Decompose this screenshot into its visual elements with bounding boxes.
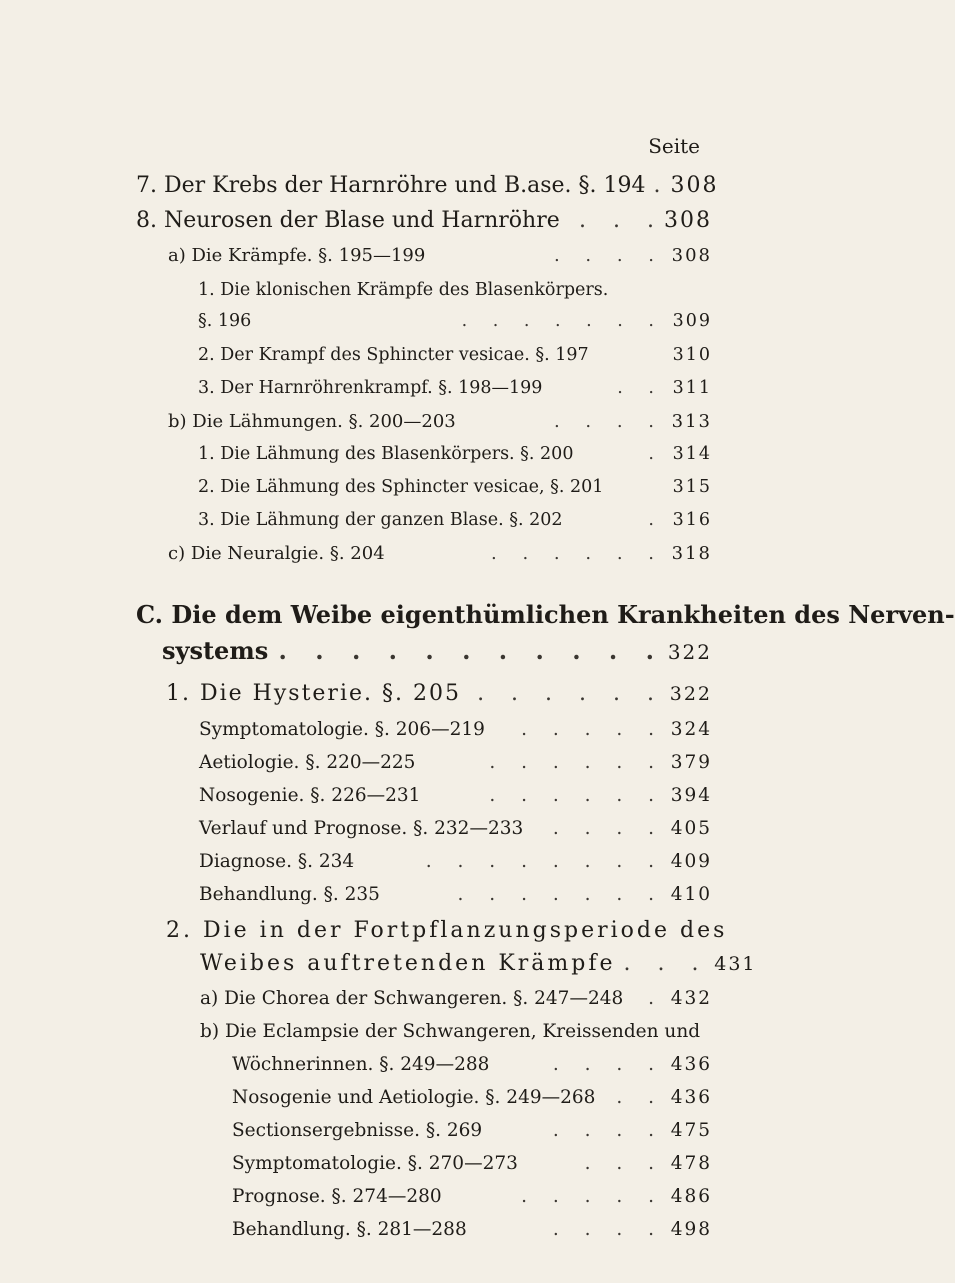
toc-leader: . . . . . bbox=[521, 719, 664, 740]
toc-entry bbox=[198, 345, 712, 365]
toc-leader: . . . . bbox=[553, 411, 664, 432]
toc-entry bbox=[168, 543, 712, 564]
toc-entry bbox=[136, 173, 719, 198]
toc-entry-text: Verlauf und Prognose. §. 232—233 bbox=[199, 818, 524, 839]
toc-entry-text: 1. Die klonischen Krämpfe des Blasenkörpers. bbox=[198, 280, 609, 300]
toc-entry-text: Wöchnerinnen. §. 249—288 bbox=[232, 1054, 490, 1075]
toc-entry-text: Prognose. §. 274—280 bbox=[232, 1186, 442, 1207]
toc-leader: . . . . bbox=[552, 1054, 664, 1075]
toc-entry-text: 3. Die Lähmung der ganzen Blase. §. 202 bbox=[198, 510, 563, 530]
toc-entry-text: 2. Die in der Fortpflanzungsperiode des bbox=[166, 918, 728, 943]
toc-leader: . . bbox=[617, 378, 664, 398]
toc-leader: . . . . . . . . bbox=[425, 851, 664, 872]
toc-page-number: 475 bbox=[670, 1120, 712, 1141]
toc-entry bbox=[232, 1219, 712, 1240]
toc-leader: . . . bbox=[584, 1153, 664, 1174]
toc-leader: . . . . . . bbox=[491, 543, 664, 564]
toc-entry-text: a) Die Chorea der Schwangeren. §. 247—248 bbox=[200, 988, 624, 1009]
toc-entry-text: Diagnose. §. 234 bbox=[199, 851, 355, 872]
toc-page-number: 324 bbox=[670, 719, 712, 740]
toc-entry-text: Symptomatologie. §. 206—219 bbox=[199, 719, 485, 740]
toc-leader: . . . . . . . . . . . bbox=[278, 636, 664, 665]
toc-leader: . . . . . . . bbox=[457, 884, 664, 905]
toc-entry-text: Weibes auftretenden Krämpfe bbox=[200, 951, 616, 976]
toc-entry bbox=[200, 951, 757, 976]
toc-entry-text: b) Die Eclampsie der Schwangeren, Kreissenden und bbox=[200, 1021, 701, 1042]
toc-entry-text: Sectionsergebnisse. §. 269 bbox=[232, 1120, 483, 1141]
toc-entry-text: c) Die Neuralgie. §. 204 bbox=[168, 543, 385, 564]
toc-page-number: 322 bbox=[669, 683, 712, 705]
toc-page-number: 311 bbox=[672, 378, 712, 398]
toc-page-number: 316 bbox=[672, 510, 712, 530]
toc-entry bbox=[232, 1087, 712, 1108]
toc-entry-text: 1. Die Lähmung des Blasenkörpers. §. 200 bbox=[198, 444, 574, 464]
toc-entry-text: a) Die Krämpfe. §. 195—199 bbox=[168, 245, 426, 266]
toc-leader: . . . . . . bbox=[489, 752, 664, 773]
toc-leader: . . . bbox=[623, 951, 709, 976]
toc-leader: . . . . . bbox=[521, 1186, 664, 1207]
toc-page-number: 313 bbox=[671, 411, 712, 432]
toc-leader: . . bbox=[616, 1087, 664, 1108]
toc-entry bbox=[232, 1153, 712, 1174]
toc-entry bbox=[168, 245, 712, 266]
toc-leader: . . . bbox=[579, 208, 664, 233]
toc-entry bbox=[232, 1054, 712, 1075]
toc-page-number: 410 bbox=[670, 884, 712, 905]
toc-leader: . . . . bbox=[552, 818, 664, 839]
toc-entry bbox=[199, 785, 712, 806]
toc-entry bbox=[199, 818, 712, 839]
toc-page-number: 478 bbox=[670, 1153, 712, 1174]
toc-entry bbox=[199, 884, 712, 905]
toc-page-number: 308 bbox=[671, 245, 712, 266]
toc-page-number: 314 bbox=[672, 444, 712, 464]
toc-entry bbox=[166, 681, 712, 706]
toc-leader: . . . . . . bbox=[477, 681, 664, 706]
toc-entry-text: 1. Die Hysterie. §. 205 bbox=[166, 681, 461, 706]
toc-page-number: 405 bbox=[670, 818, 712, 839]
toc-entry-text: Nosogenie und Aetiologie. §. 249—268 bbox=[232, 1087, 596, 1108]
toc-leader: . bbox=[648, 510, 664, 530]
toc-entry-text: Behandlung. §. 281—288 bbox=[232, 1219, 467, 1240]
toc-entry-text: Behandlung. §. 235 bbox=[199, 884, 380, 905]
toc-entry bbox=[232, 1186, 712, 1207]
toc-page-number: 309 bbox=[672, 311, 712, 331]
toc-page-number: 409 bbox=[670, 851, 712, 872]
toc-entry bbox=[199, 719, 712, 740]
toc-page-number: 436 bbox=[670, 1054, 712, 1075]
toc-leader: . bbox=[653, 173, 671, 198]
toc-leader: . . . . bbox=[552, 1120, 664, 1141]
toc-page-number: 432 bbox=[670, 988, 712, 1009]
toc-entry bbox=[136, 208, 712, 233]
toc-page-number: 436 bbox=[670, 1087, 712, 1108]
toc-leader: . . . . . . . bbox=[461, 311, 664, 331]
toc-entry-text: 7. Der Krebs der Harnröhre und B.ase. §. 194 bbox=[136, 173, 646, 198]
toc-page-number: 318 bbox=[671, 543, 712, 564]
toc-entry-text: Symptomatologie. §. 270—273 bbox=[232, 1153, 518, 1174]
toc-entry bbox=[198, 477, 712, 497]
toc-entry-text: b) Die Lähmungen. §. 200—203 bbox=[168, 411, 456, 432]
toc-page-number: 498 bbox=[670, 1219, 712, 1240]
toc-leader: . . . . . . bbox=[489, 785, 664, 806]
toc-page-number: 486 bbox=[670, 1186, 712, 1207]
toc-entry-text: 2. Der Krampf des Sphincter vesicae. §. 197 bbox=[198, 345, 589, 365]
toc-entry-text: 8. Neurosen der Blase und Harnröhre bbox=[136, 208, 560, 233]
toc-page-number: 431 bbox=[714, 953, 757, 975]
toc-leader: . . . . bbox=[553, 245, 664, 266]
toc-page-number: 322 bbox=[667, 640, 712, 664]
toc-entry-text: Aetiologie. §. 220—225 bbox=[199, 752, 416, 773]
toc-entry bbox=[232, 1120, 712, 1141]
toc-entry-text: systems bbox=[162, 636, 269, 665]
toc-leader: . bbox=[648, 988, 664, 1009]
toc-entry bbox=[200, 988, 712, 1009]
toc-entry-text: §. 196 bbox=[198, 311, 252, 331]
toc-page-number: 379 bbox=[670, 752, 712, 773]
toc-entry bbox=[168, 411, 712, 432]
toc-entry bbox=[198, 510, 712, 530]
toc-entry bbox=[162, 636, 712, 665]
toc-entry-text: Nosogenie. §. 226—231 bbox=[199, 785, 421, 806]
section-heading: C. Die dem Weibe eigenthümlichen Krankheiten des Nerven- bbox=[136, 600, 955, 629]
toc-leader: . bbox=[648, 444, 664, 464]
toc-entry bbox=[199, 752, 712, 773]
toc-page-number: 308 bbox=[670, 173, 719, 198]
toc-page-number: 315 bbox=[672, 477, 712, 497]
toc-entry bbox=[198, 444, 712, 464]
toc-entry bbox=[198, 311, 712, 331]
column-header-seite: Seite bbox=[648, 134, 700, 158]
toc-entry bbox=[199, 851, 712, 872]
toc-page-number: 394 bbox=[670, 785, 712, 806]
toc-page-number: 308 bbox=[664, 208, 712, 233]
toc-page-number: 310 bbox=[672, 345, 712, 365]
toc-entry-text: 3. Der Harnröhrenkrampf. §. 198—199 bbox=[198, 378, 543, 398]
toc-leader: . . . . bbox=[552, 1219, 664, 1240]
toc-entry bbox=[198, 378, 712, 398]
toc-entry-text: 2. Die Lähmung des Sphincter vesicae, §. 201 bbox=[198, 477, 604, 497]
